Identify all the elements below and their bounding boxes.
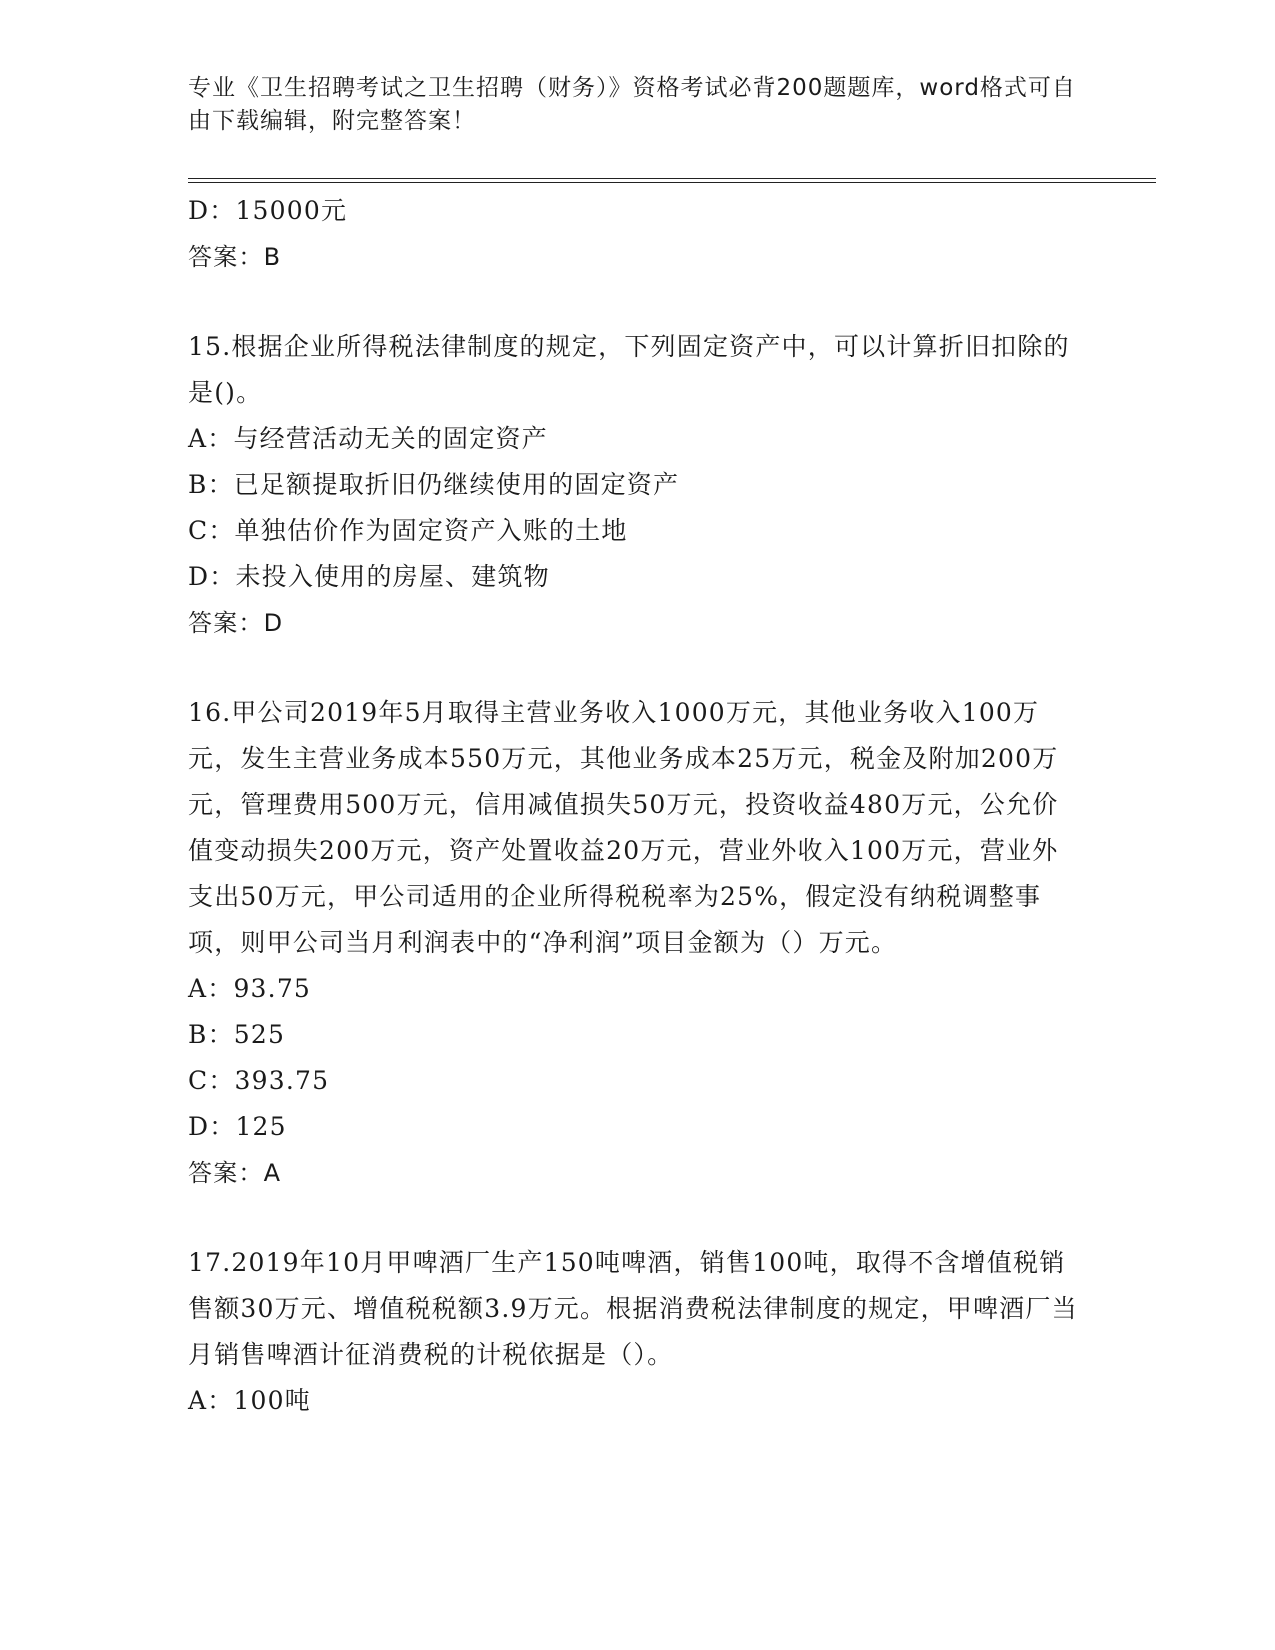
question-15-option-a: A：与经营活动无关的固定资产 [188,424,548,453]
prev-answer: 答案：B [188,243,282,271]
spacer [188,280,1078,324]
question-15-answer: 答案：D [188,609,284,637]
question-16-option-a: A：93.75 [188,974,312,1003]
header-divider [188,178,1156,183]
question-17-option-a: A：100吨 [188,1386,311,1415]
question-16-option-d: D：125 [188,1112,287,1141]
question-16-option-c: C：393.75 [188,1066,330,1095]
question-16-stem: 16.甲公司2019年5月取得主营业务收入1000万元，其他业务收入100万元，发生主营业务成本550万元，其他业务成本25万元，税金及附加200万元，管理费用500万元，信用减值损失50万元，投资收益480万元，公允价值变动损失200万元，资产处置收益20万元，营业外收入100万元，营业外支出50万元，甲公司适用的企业所得税税率为25%，假定没有纳税调整事项，则甲公司当月利润表中的“净利润”项目金额为（）万元。 [188,698,1059,957]
spacer [188,646,1078,690]
question-17-stem: 17.2019年10月甲啤酒厂生产150吨啤酒，销售100吨，取得不含增值税销售额30万元、增值税税额3.9万元。根据消费税法律制度的规定，甲啤酒厂当月销售啤酒计征消费税的计税依据是（）。 [188,1248,1078,1369]
question-15-stem: 15.根据企业所得税法律制度的规定，下列固定资产中，可以计算折旧扣除的是()。 [188,332,1070,407]
question-16-option-b: B：525 [188,1020,286,1049]
question-16-answer: 答案：A [188,1159,282,1187]
spacer [188,1196,1078,1240]
question-content [188,188,1078,1424]
header-title: 专业《卫生招聘考试之卫生招聘（财务）》资格考试必背200题题库，word格式可自由下载编辑，附完整答案！ [188,75,1076,134]
question-15-option-c: C：单独估价作为固定资产入账的土地 [188,516,628,545]
prev-option-d: D：15000元 [188,196,348,225]
question-15-option-d: D：未投入使用的房屋、建筑物 [188,562,550,591]
question-15-option-b: B：已足额提取折旧仍继续使用的固定资产 [188,470,680,499]
document-header [188,72,1088,138]
